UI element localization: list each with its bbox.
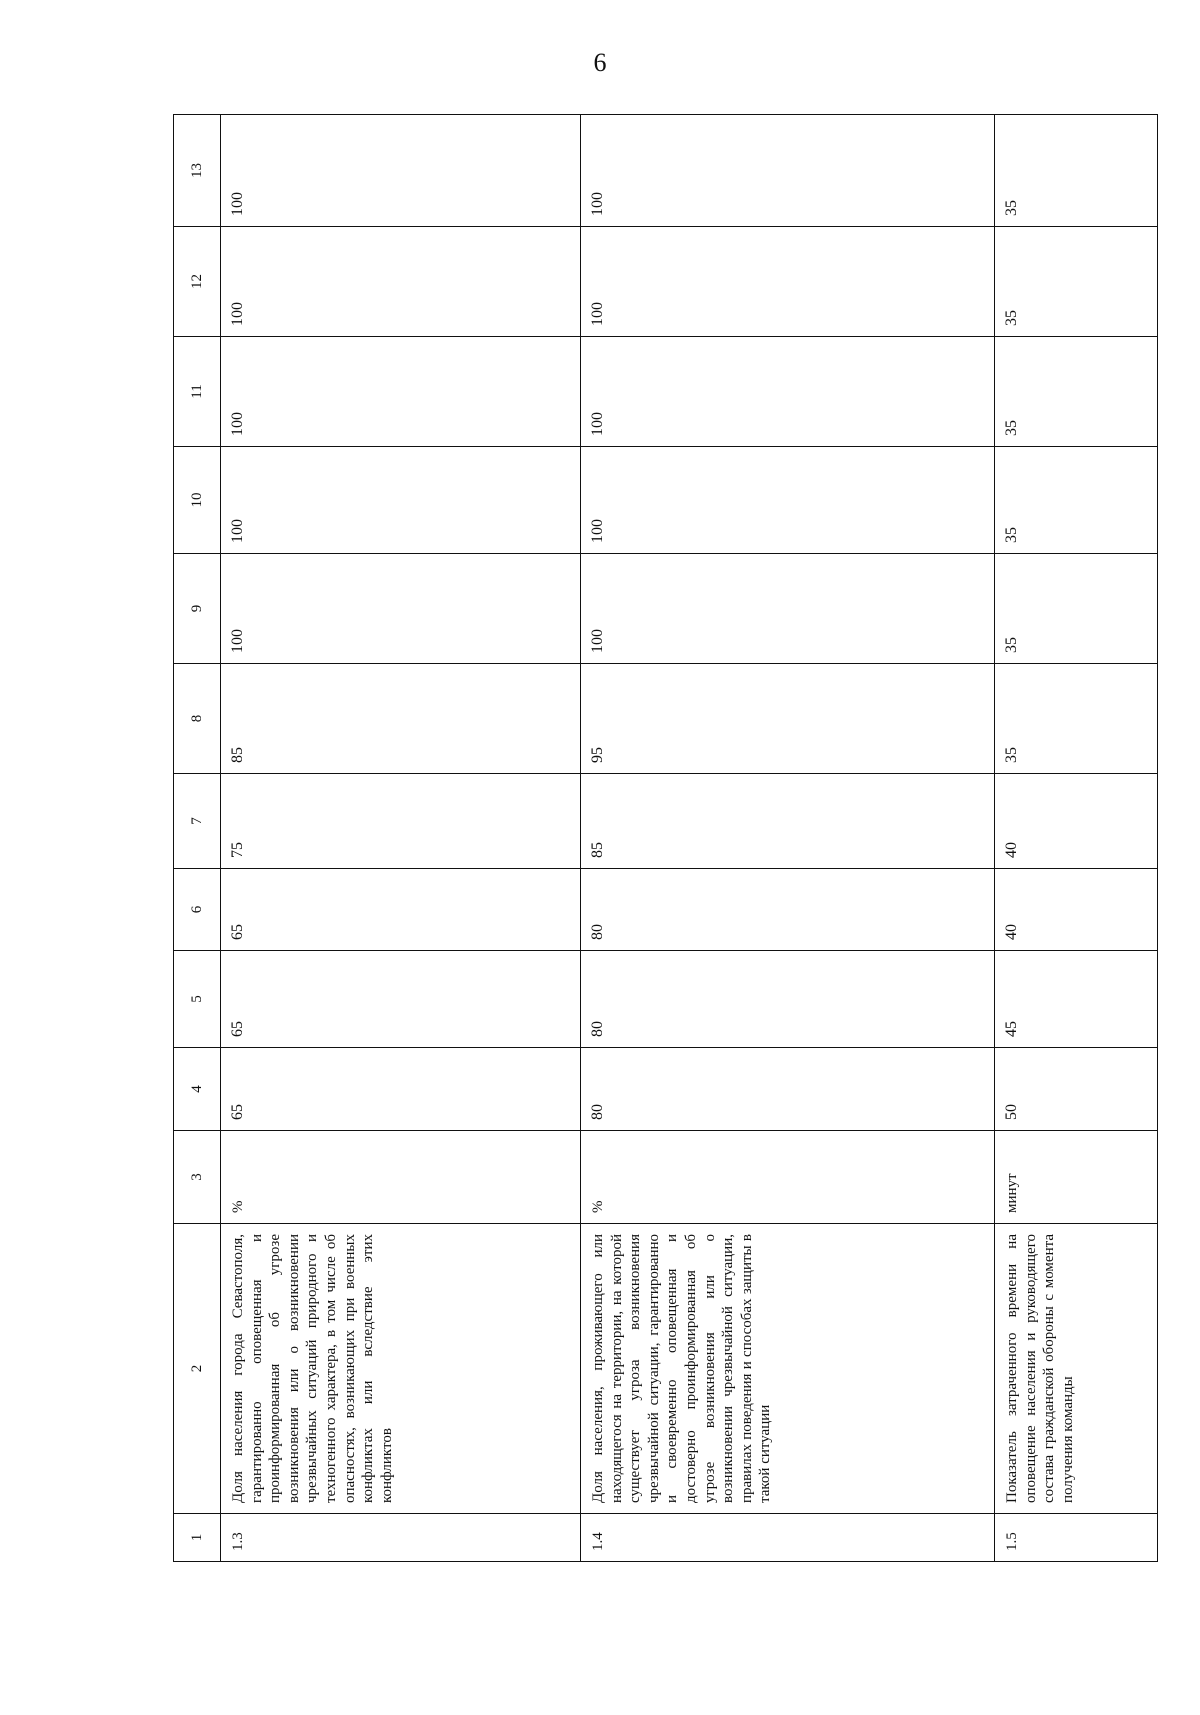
indicator-description: Доля населения города Севастополя, гарантированно оповещенная и проинформированная об угрозе возникновения или о возникновении чрезвычайных ситуаций природного и техногенного характера, в том числе об опасностях, возникающих при военных конфликтах или вследствие этих конфликтов xyxy=(221,1224,581,1514)
value-cell: 65 xyxy=(221,869,581,951)
column-number-header: 12 xyxy=(174,227,221,337)
value-cell: 65 xyxy=(221,1048,581,1131)
column-number-header: 9 xyxy=(174,554,221,664)
value-cell: 35 xyxy=(995,554,1158,664)
value-cell: 100 xyxy=(581,115,995,227)
value-cell: 45 xyxy=(995,951,1158,1048)
value-cell: 100 xyxy=(581,554,995,664)
value-cell: 80 xyxy=(581,869,995,951)
value-cell: 50 xyxy=(995,1048,1158,1131)
value-cell: 75 xyxy=(221,774,581,869)
value-cell: 100 xyxy=(221,447,581,554)
value-cell: 35 xyxy=(995,115,1158,227)
value-cell: 65 xyxy=(221,951,581,1048)
column-number-header: 5 xyxy=(174,951,221,1048)
column-number-header: 13 xyxy=(174,115,221,227)
value-cell: 100 xyxy=(221,337,581,447)
value-cell: 100 xyxy=(221,227,581,337)
column-number-header: 11 xyxy=(174,337,221,447)
indicator-description: Доля населения, проживающего или находящегося на территории, на которой существует угроза возникновения чрезвычайной ситуации, гарантированно и своевременно оповещенная и достоверно проинформированная об угрозе возникновения или о возникновении чрезвычайной ситуации, правилах поведения и способах защиты в такой ситуации xyxy=(581,1224,995,1514)
value-cell: 80 xyxy=(581,951,995,1048)
column-number-header: 4 xyxy=(174,1048,221,1131)
value-cell: 80 xyxy=(581,1048,995,1131)
table-row xyxy=(581,115,995,1562)
table-row xyxy=(995,115,1158,1562)
unit-cell: % xyxy=(221,1131,581,1224)
value-cell: 85 xyxy=(581,774,995,869)
row-id: 1.3 xyxy=(221,1514,581,1562)
page-number: 6 xyxy=(593,48,607,77)
indicator-description: Показатель затраченного времени на оповещение населения и руководящего состава гражданской обороны с момента получения команды xyxy=(995,1224,1158,1514)
value-cell: 100 xyxy=(221,115,581,227)
column-number-header: 3 xyxy=(174,1131,221,1224)
indicators-table xyxy=(173,114,1158,1562)
value-cell: 85 xyxy=(221,664,581,774)
value-cell: 35 xyxy=(995,447,1158,554)
value-cell: 100 xyxy=(581,337,995,447)
unit-cell: минут xyxy=(995,1131,1158,1224)
value-cell: 100 xyxy=(581,447,995,554)
value-cell: 40 xyxy=(995,869,1158,951)
column-number-header: 2 xyxy=(174,1224,221,1514)
value-cell: 100 xyxy=(581,227,995,337)
column-number-header: 7 xyxy=(174,774,221,869)
value-cell: 35 xyxy=(995,227,1158,337)
column-number-header: 10 xyxy=(174,447,221,554)
value-cell: 95 xyxy=(581,664,995,774)
table-row xyxy=(221,115,581,1562)
value-cell: 40 xyxy=(995,774,1158,869)
row-id: 1.5 xyxy=(995,1514,1158,1562)
column-number-header: 8 xyxy=(174,664,221,774)
indicators-table-rotated xyxy=(173,115,1113,1562)
value-cell: 35 xyxy=(995,664,1158,774)
value-cell: 35 xyxy=(995,337,1158,447)
value-cell: 100 xyxy=(221,554,581,664)
table-header-row xyxy=(174,115,221,1562)
column-number-header: 1 xyxy=(174,1514,221,1562)
unit-cell: % xyxy=(581,1131,995,1224)
column-number-header: 6 xyxy=(174,869,221,951)
row-id: 1.4 xyxy=(581,1514,995,1562)
